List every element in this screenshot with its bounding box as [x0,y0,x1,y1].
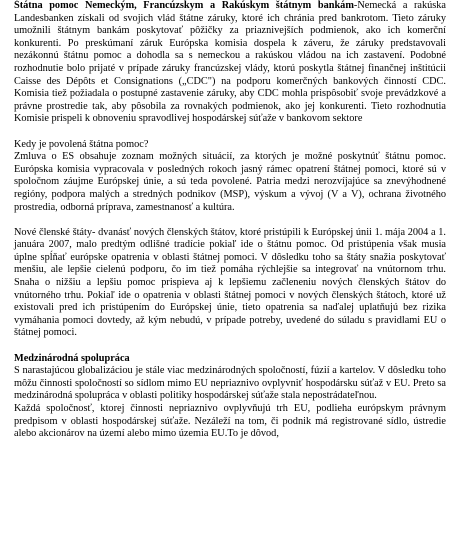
paragraph-gap [14,214,446,227]
paragraph-globalization: S narastajúcou globalizáciou je stále viac medzinárodných spoločností, fúzií a kartelov. V dôsledku toho môžu činnosti spoločností so sídlom mimo EU nepriaznivo ovplyvniť hospodársku súťaž v EU. Preto sa medzinárodná spolupráca v oblasti politiky hospodárskej súťaže stala nepostrádateľnou. [14,365,446,402]
paragraph-body: -Nemecká a rakúska Landesbanken získali od svojich vlád štátne záruky, ktoré ich chránia pred bankrotom. Tieto záruky umožnili štátnym bankám poskytovať pôžičky za priaznivejších podmienok, ako ich komerční konkurenti. Po preskúmaní záruk Európska komisia dospela k záveru, že záruky predstavovali nezákonnú štátnu pomoc a dohodla sa s nemeckou a rakúskou vládou na ich zastavení. Podobné rozhodnutie bolo prijaté v prípade záruky francúzskej vlády, ktorú poskytla štátnej finančnej inštitúcii Caisse des Dépôts et Consignations („CDC") na podporu komerčných bankových činností CDC. Komisia tiež požiadala o postupné zastavenie záruky, aby CDC mohla prispôsobiť svoje prevádzkové a právne prostredie tak, aby pôsobila za rovnakých podmienok, ako jej konkurenti. Tieto rozhodnutia Komisie prispeli k obnoveniu spravodlivej hospodárskej súťaže v bankovom sektore [14,0,447,125]
paragraph-lead-title: Štátna pomoc Nemeckým, Francúzskym a Rakúskym štátnym bankám [14,0,354,11]
paragraph-gap [14,126,446,139]
paragraph-gap [14,340,446,353]
paragraph-eu-competition-law: Každá spoločnosť, ktorej činnosti nepriaznivo ovplyvňujú trh EU, podlieha európskym právnym predpisom v oblasti hospodárskej súťaže. Nezáleží na tom, či podnik má registrované sídlo, ústredie alebo akcionárov na území alebo mimo územia EU.To je dôvod, [14,403,446,440]
paragraph-allowed-aid: Zmluva o ES obsahuje zoznam možných situácií, za ktorých je možné poskytnúť štátnu pomoc. Európska komisia vypracovala v posledných rokoch jasný rámec opatrení štátnej pomoci, ktoré sú v spoločnom záujme Európskej únie, a sú teda povolené. Patria medzi nerozvíjajúce sa znevýhodnené regióny, podpora malých a stredných podnikov (MSP), výskum a vývoj (V a V), ochrana životného prostredia, odborná príprava, zamestnanosť a kultúra. [14,151,446,213]
question-heading: Kedy je povolená štátna pomoc? [14,138,149,150]
section-heading-international: Medzinárodná spolupráca [14,352,130,364]
paragraph-new-member-states: Nové členské štáty- dvanásť nových členských štátov, ktoré pristúpili k Európskej únii 1. mája 2004 a 1. januára 2007, malo predtým odlišné tradície pokiaľ ide o štátnu pomoc. Od pristúpenia však musia úplne spĺňať európske opatrenia v oblasti štátnej pomoci. V dôsledku toho sa štáty snažia poskytovať menšiu, ale lepšie cielenú podporu, čo im tiež pomáha rýchlejšie sa integrovať na vnútornom trhu. Snaha o nižšiu a lepšiu pomoc prispieva aj k lepšiemu začleneniu nových členských štátov do vnútorného trhu. Pokiaľ ide o opatrenia v oblasti štátnej pomoci v nových členských štátoch, ktoré už existovali pred ich pristúpením do Európskej únie, tieto opatrenia sa naďalej uplatňujú bez rizika vymáhania pomoci dovtedy, až kým nebudú, v prípade potreby, uvedené do súladu s pravidlami EU o štátnej pomoci. [14,226,446,339]
paragraph-state-aid-banks [14,0,446,126]
